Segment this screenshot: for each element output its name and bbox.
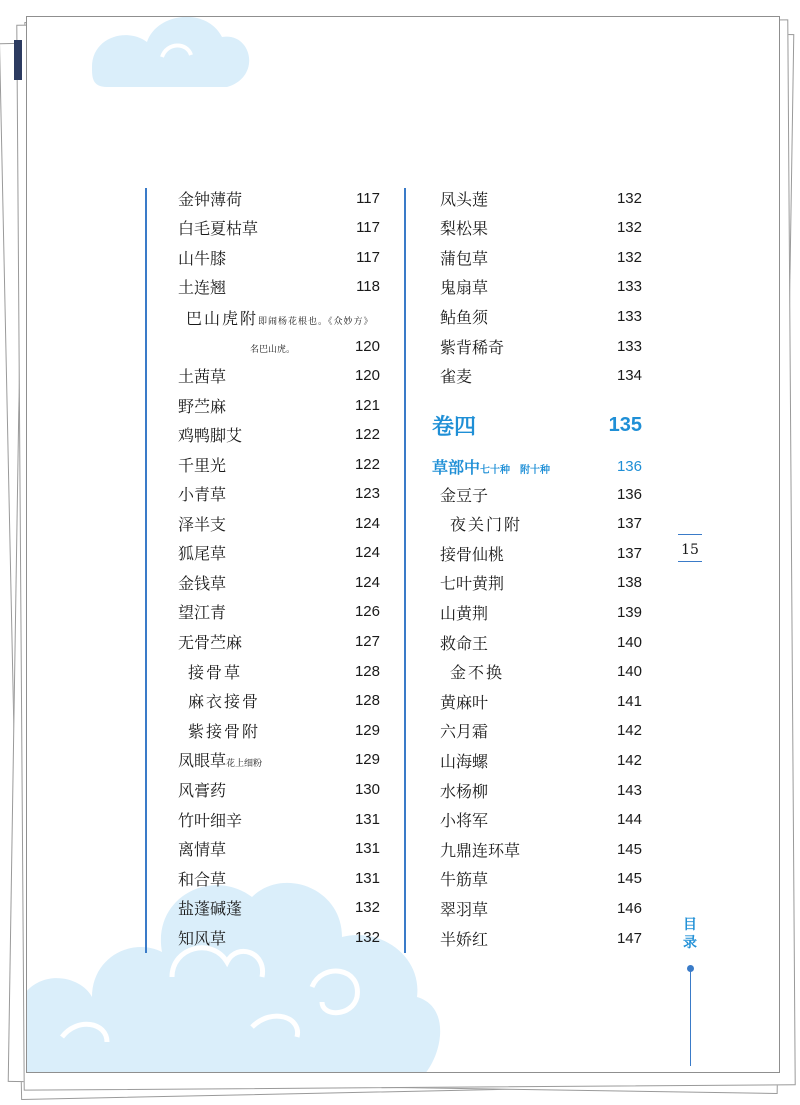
entry-page: 138 [616,574,642,592]
entry-page: 131 [354,839,380,857]
entry-page: 141 [616,692,642,710]
entry-name: 竹叶细辛 [178,810,243,830]
entry-page: 117 [356,218,380,236]
entry-name: 山黄荆 [440,603,489,623]
toc-entry[interactable] [440,806,642,834]
right-column-rule [404,188,406,953]
toc-entry[interactable] [178,745,380,773]
section-title: 草部中 [432,457,481,477]
toc-entry[interactable] [178,627,380,655]
entry-page: 128 [354,662,380,680]
entry-name: 鲇鱼须 [440,307,489,327]
entry-note: 即闹杨花根也。《众妙方》 [258,317,374,327]
entry-name: 鬼扇草 [440,278,489,298]
toc-entry[interactable] [178,184,380,212]
entry-page: 123 [354,484,380,502]
toc-entry[interactable] [178,361,380,389]
toc-entry[interactable] [440,214,642,242]
entry-name: 风膏药 [178,780,227,800]
toc-entry[interactable] [178,538,380,566]
entry-name: 半娇红 [440,929,489,949]
entry-name: 牛筋草 [440,870,489,890]
entry-name: 离情草 [178,839,227,859]
entry-name: 土连翘 [178,277,227,297]
side-label-char-2: 录 [683,935,697,951]
entry-page: 132 [616,219,642,237]
entry-page: 145 [616,870,642,888]
toc-entry[interactable] [440,687,642,715]
side-label-rule [690,968,691,1066]
toc-entry[interactable] [178,716,380,744]
toc-entry[interactable] [440,835,642,863]
toc-entry[interactable] [440,865,642,893]
toc-entry[interactable] [178,893,380,921]
entry-page: 142 [616,751,642,769]
entry-name: 金钱草 [178,573,227,593]
entry-name: 紫背稀奇 [440,337,505,357]
entry-name: 巴山虎附 [186,309,259,328]
entry-page: 126 [354,602,380,620]
toc-entry[interactable] [440,332,642,360]
side-label [682,916,698,952]
toc-entry[interactable] [178,686,380,714]
entry-page: 144 [616,811,642,829]
entry-page: 122 [354,455,380,473]
entry-name: 金不换 [450,663,505,683]
left-column-rule [145,188,147,953]
entry-name: 小将军 [440,811,489,831]
entry-page: 136 [616,485,642,503]
entry-page: 132 [616,189,642,207]
toc-entry[interactable] [440,184,642,212]
entry-name: 接骨仙桃 [440,544,505,564]
entry-page: 145 [616,840,642,858]
volume-page: 135 [608,413,642,436]
book-edge-left [14,40,22,80]
entry-name: 蒲包草 [440,248,489,268]
entry-page: 124 [354,543,380,561]
entry-name: 小青草 [178,484,227,504]
toc-entry[interactable] [178,391,380,419]
entry-page: 128 [354,691,380,709]
section-note: 七十种 附十种 [480,464,551,476]
toc-entry-bashanhu-cont [178,332,380,360]
entry-name: 泽半支 [178,514,227,534]
entry-page: 131 [354,869,380,887]
entry-page: 142 [616,722,642,740]
entry-name: 六月霜 [440,722,489,742]
entry-name: 金豆子 [440,485,489,505]
entry-note: 花上细粉 [226,758,263,769]
entry-name: 九鼎连环草 [440,840,521,860]
toc-entry[interactable] [440,776,642,804]
entry-page: 130 [354,780,380,798]
toc-entry[interactable] [440,302,642,330]
toc-entry[interactable] [440,243,642,271]
entry-name: 白毛夏枯草 [178,218,259,238]
toc-entry[interactable] [440,658,642,686]
toc-entry[interactable] [178,657,380,685]
toc-entry[interactable] [440,894,642,922]
toc-entry[interactable] [178,805,380,833]
entry-page: 118 [356,277,380,295]
toc-entry[interactable] [178,509,380,537]
entry-name: 七叶黄荆 [440,574,505,594]
entry-page: 137 [616,515,642,533]
cloud-decoration-top [87,16,257,97]
entry-name: 山海螺 [440,751,489,771]
toc-entry[interactable] [178,568,380,596]
entry-page: 122 [354,425,380,443]
entry-page: 127 [354,632,380,650]
toc-entry[interactable] [178,864,380,892]
section-page: 136 [616,457,642,475]
entry-name: 接骨草 [188,662,243,682]
entry-page: 140 [616,633,642,651]
entry-name: 夜关门附 [450,515,523,535]
entry-page: 120 [354,337,380,355]
entry-name: 狐尾草 [178,543,227,563]
entry-page: 132 [616,248,642,266]
entry-page: 131 [354,810,380,828]
toc-entry[interactable] [440,510,642,538]
entry-page: 117 [356,189,380,207]
page-number: 15 [678,534,702,562]
entry-page: 120 [354,366,380,384]
entry-page: 124 [354,514,380,532]
toc-entry[interactable] [440,569,642,597]
entry-page: 117 [356,248,380,266]
toc-entry[interactable] [178,775,380,803]
toc-entry[interactable] [440,539,642,567]
toc-entry[interactable] [178,597,380,625]
toc-entry[interactable] [178,450,380,478]
entry-name: 土茜草 [178,366,227,386]
entry-name: 望江青 [178,602,227,622]
toc-entry[interactable] [178,272,380,300]
entry-page: 147 [616,929,642,947]
entry-name: 金钟薄荷 [178,189,243,209]
toc-entry[interactable] [440,480,642,508]
entry-page: 133 [616,307,642,325]
toc-entry[interactable] [178,213,380,241]
section-heading[interactable] [432,452,642,480]
entry-name: 鸡鸭脚艾 [178,425,243,445]
toc-entry[interactable] [178,420,380,448]
entry-page: 133 [616,278,642,296]
entry-name: 野苎麻 [178,396,227,416]
toc-page [26,16,780,1073]
entry-name: 黄麻叶 [440,692,489,712]
entry-name: 千里光 [178,455,227,475]
entry-page: 132 [354,928,380,946]
toc-entry[interactable] [440,273,642,301]
toc-entry[interactable] [440,746,642,774]
entry-page: 139 [616,603,642,621]
entry-page: 132 [354,898,380,916]
entry-name: 知风草 [178,928,227,948]
entry-page: 129 [354,750,380,768]
toc-entry[interactable] [440,598,642,626]
entry-name: 雀麦 [440,367,473,387]
volume-title: 卷四 [432,413,477,440]
entry-page: 133 [616,337,642,355]
volume-heading[interactable] [432,408,642,442]
entry-name: 救命王 [440,633,489,653]
entry-name: 凤头莲 [440,189,489,209]
toc-entry[interactable] [440,628,642,656]
toc-entry[interactable] [178,923,380,951]
entry-name: 凤眼草 [178,750,227,770]
entry-note-cont: 名巴山虎。 [250,344,296,355]
toc-entry[interactable] [178,243,380,271]
toc-entry[interactable] [440,362,642,390]
entry-name: 翠羽草 [440,899,489,919]
toc-entry-bashanhu[interactable] [186,306,374,329]
entry-page: 140 [616,663,642,681]
toc-entry[interactable] [178,834,380,862]
entry-name: 紫接骨附 [188,721,261,741]
toc-entry[interactable] [178,479,380,507]
side-label-char-1: 目 [683,917,697,933]
entry-page: 137 [616,544,642,562]
entry-page: 124 [354,573,380,591]
entry-page: 121 [354,396,380,414]
entry-page: 146 [616,899,642,917]
entry-page: 129 [354,721,380,739]
entry-page: 143 [616,781,642,799]
toc-entry[interactable] [440,717,642,745]
entry-name: 水杨柳 [440,781,489,801]
entry-name: 麻衣接骨 [188,691,261,711]
entry-name: 和合草 [178,869,227,889]
entry-name: 无骨苎麻 [178,632,243,652]
toc-entry[interactable] [440,924,642,952]
entry-name: 梨松果 [440,219,489,239]
entry-page: 134 [616,367,642,385]
entry-name: 山牛膝 [178,248,227,268]
entry-name: 盐蓬碱蓬 [178,898,243,918]
